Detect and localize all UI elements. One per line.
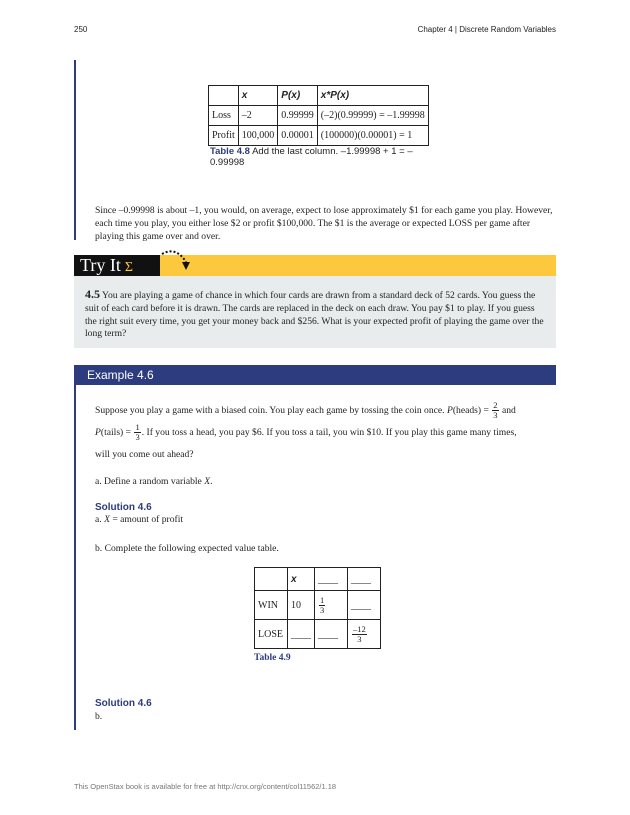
fraction-denominator: 3 (320, 604, 325, 615)
curved-arrow-icon (158, 246, 194, 274)
table-cell: 0.00001 (278, 126, 318, 146)
table-header-cell: ____ (348, 568, 381, 591)
part-a (95, 476, 213, 489)
table-cell: WIN (255, 591, 288, 620)
table-cell: ____ (348, 591, 381, 620)
table-header-cell: x*P(x) (317, 86, 428, 106)
table-cell: 100,000 (238, 126, 278, 146)
variable: X (104, 514, 110, 525)
intro-text: Suppose you play a game with a biased coin. You play each game by tossing the coin once. (95, 405, 447, 416)
fraction-heads (492, 401, 498, 420)
fraction-numerator: –12 (353, 623, 366, 634)
exercise-number: 4.5 (85, 287, 100, 301)
table-cell: LOSE (255, 620, 288, 649)
try-it-exercise (85, 288, 547, 341)
table-header-row (255, 568, 381, 591)
table-cell: (100000)(0.00001) = 1 (317, 126, 428, 146)
intro-text: . If you toss a head, you pay $6. If you toss a tail, you win $10. If you play this game many times, (141, 427, 517, 438)
section-margin-bar (74, 60, 76, 240)
body-paragraph: Since –0.99998 is about –1, you would, on average, expect to lose approximately $1 for each game you play. However, each time you play, you either lose $2 or profit $100,000. The $1 is the average or expected LOSS per game after playing this game over and over. (95, 205, 553, 242)
table-4-9 (254, 567, 381, 649)
table-cell: 10 (288, 591, 315, 620)
solution-heading: Solution 4.6 (95, 698, 152, 709)
table-header-cell: ____ (315, 568, 348, 591)
fraction-denominator: 3 (357, 633, 362, 644)
table-cell: –2 (238, 106, 278, 126)
table-cell (348, 620, 381, 649)
caption-text: Add the last column. –1.99998 + 1 = –0.99998 (210, 146, 413, 168)
part-b: b. Complete the following expected value table. (95, 543, 279, 554)
example-margin-bar (74, 385, 76, 730)
solution-text: = amount of profit (109, 514, 184, 525)
exercise-text: You are playing a game of chance in which four cards are drawn from a standard deck of 52 cards. You guess the suit of each card before it is drawn. The cards are replaced in the deck on each draw. You pay $1 to play. If you guess the right suit every time, you get your money back and $256. What is your expected profit of playing the game over the long term? (85, 290, 544, 340)
intro-text: and (499, 405, 516, 416)
table-row (255, 591, 381, 620)
table-cell: ____ (315, 620, 348, 649)
solution-text: a. (95, 514, 105, 525)
table-cell: Profit (209, 126, 239, 146)
intro-text: (tails) = (100, 427, 134, 438)
table-cell: 0.99999 (278, 106, 318, 126)
table-header-cell (209, 86, 239, 106)
solution-a (95, 514, 183, 527)
intro-text: will you come out ahead? (95, 449, 194, 460)
table-header-row (209, 86, 429, 106)
fraction-cell (352, 625, 367, 644)
sigma-icon: Σ (124, 260, 134, 275)
part-a-text: . (210, 476, 213, 487)
try-it-label (74, 255, 160, 276)
table-row (209, 126, 429, 146)
table-cell (315, 591, 348, 620)
table-header-cell: P(x) (278, 86, 318, 106)
table-4-8 (208, 85, 429, 146)
fraction-denominator: 3 (493, 410, 498, 421)
intro-text: (heads) = (452, 405, 492, 416)
variable: X (204, 476, 211, 487)
example-intro (95, 400, 555, 466)
page-number: 250 (74, 25, 88, 34)
try-it-text: Try It (80, 255, 121, 275)
chapter-header: Chapter 4 | Discrete Random Variables (417, 25, 556, 34)
fraction-numerator: 2 (493, 400, 498, 411)
fraction-cell (319, 596, 325, 615)
table-header-cell (255, 568, 288, 591)
fraction-numerator: 1 (320, 594, 325, 605)
table-4-9-caption: Table 4.9 (254, 653, 291, 663)
solution-heading: Solution 4.6 (95, 502, 152, 513)
example-title: Example 4.6 (87, 368, 154, 382)
fraction-tails (134, 423, 140, 442)
prob-symbol: P (446, 405, 453, 416)
solution-b: b. (95, 711, 103, 722)
table-cell: (–2)(0.99999) = –1.99998 (317, 106, 428, 126)
fraction-denominator: 3 (135, 432, 140, 443)
table-cell: Loss (209, 106, 239, 126)
table-row (255, 620, 381, 649)
table-header-cell: x (288, 568, 315, 591)
caption-label: Table 4.8 (210, 146, 250, 157)
table-4-8-caption (210, 146, 420, 168)
prob-symbol: P (95, 427, 101, 438)
table-row (209, 106, 429, 126)
part-a-text: a. Define a random variable (95, 476, 205, 487)
page-footer: This OpenStax book is available for free at http://cnx.org/content/col11562/1.18 (74, 782, 337, 791)
fraction-numerator: 1 (135, 422, 140, 433)
table-cell: ____ (288, 620, 315, 649)
table-header-cell: x (238, 86, 278, 106)
